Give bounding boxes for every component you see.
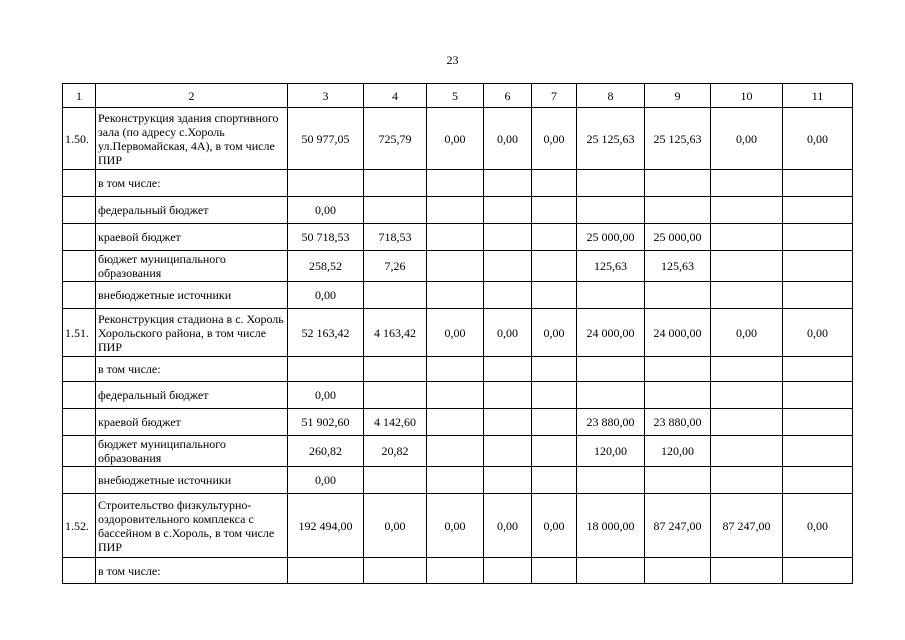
value-cell: 25 000,00	[577, 224, 645, 251]
value-cell	[783, 282, 853, 309]
value-cell	[577, 467, 645, 494]
value-cell	[532, 436, 577, 467]
value-cell: 0,00	[364, 494, 427, 558]
table-row	[63, 224, 853, 251]
value-cell: 0,00	[484, 494, 532, 558]
value-cell	[532, 170, 577, 197]
row-name: внебюджетные источники	[96, 282, 288, 309]
row-name: бюджет муниципального образования	[96, 436, 288, 467]
value-cell: 23 880,00	[645, 409, 711, 436]
value-cell: 25 125,63	[645, 108, 711, 170]
table-row	[63, 251, 853, 282]
row-name: бюджет муниципального образования	[96, 251, 288, 282]
value-cell: 120,00	[577, 436, 645, 467]
value-cell: 0,00	[711, 108, 783, 170]
value-cell	[783, 251, 853, 282]
row-index	[63, 558, 96, 584]
value-cell: 4 142,60	[364, 409, 427, 436]
budget-table	[62, 83, 853, 584]
value-cell	[484, 197, 532, 224]
value-cell	[711, 558, 783, 584]
value-cell	[484, 409, 532, 436]
value-cell: 87 247,00	[711, 494, 783, 558]
value-cell	[711, 282, 783, 309]
value-cell	[783, 467, 853, 494]
value-cell	[288, 558, 364, 584]
value-cell	[645, 467, 711, 494]
value-cell	[364, 382, 427, 409]
value-cell	[427, 382, 484, 409]
value-cell	[484, 357, 532, 382]
value-cell	[364, 558, 427, 584]
value-cell	[532, 357, 577, 382]
row-name: в том числе:	[96, 170, 288, 197]
value-cell	[484, 170, 532, 197]
header-cell: 4	[364, 84, 427, 108]
row-index: 1.50.	[63, 108, 96, 170]
value-cell: 0,00	[288, 467, 364, 494]
row-name: в том числе:	[96, 558, 288, 584]
value-cell: 0,00	[427, 494, 484, 558]
value-cell: 260,82	[288, 436, 364, 467]
value-cell: 0,00	[532, 309, 577, 357]
value-cell: 718,53	[364, 224, 427, 251]
value-cell	[427, 197, 484, 224]
value-cell	[532, 467, 577, 494]
table-body	[63, 84, 853, 584]
header-cell: 11	[783, 84, 853, 108]
value-cell: 25 125,63	[577, 108, 645, 170]
page-number: 23	[446, 53, 459, 67]
table-row	[63, 467, 853, 494]
value-cell: 0,00	[288, 382, 364, 409]
row-name: внебюджетные источники	[96, 467, 288, 494]
table-row	[63, 197, 853, 224]
value-cell	[783, 558, 853, 584]
value-cell: 192 494,00	[288, 494, 364, 558]
value-cell	[484, 558, 532, 584]
row-index	[63, 382, 96, 409]
value-cell	[711, 357, 783, 382]
value-cell: 52 163,42	[288, 309, 364, 357]
row-index	[63, 170, 96, 197]
value-cell	[711, 170, 783, 197]
table-row	[63, 357, 853, 382]
value-cell	[711, 467, 783, 494]
value-cell: 0,00	[783, 494, 853, 558]
value-cell: 0,00	[484, 309, 532, 357]
value-cell: 120,00	[645, 436, 711, 467]
value-cell: 258,52	[288, 251, 364, 282]
row-index	[63, 282, 96, 309]
value-cell: 0,00	[783, 309, 853, 357]
value-cell: 7,26	[364, 251, 427, 282]
value-cell	[532, 224, 577, 251]
value-cell: 0,00	[427, 108, 484, 170]
value-cell: 4 163,42	[364, 309, 427, 357]
value-cell	[783, 436, 853, 467]
value-cell	[577, 357, 645, 382]
value-cell	[532, 251, 577, 282]
row-name: Строительство физкультурно-оздоровительного комплекса с бассейном в с.Хороль, в том числе ПИР	[96, 494, 288, 558]
value-cell: 725,79	[364, 108, 427, 170]
value-cell	[484, 224, 532, 251]
value-cell	[645, 282, 711, 309]
row-name: краевой бюджет	[96, 224, 288, 251]
value-cell: 0,00	[532, 108, 577, 170]
value-cell	[783, 224, 853, 251]
value-cell	[532, 197, 577, 224]
value-cell	[427, 224, 484, 251]
value-cell: 0,00	[288, 282, 364, 309]
value-cell	[577, 170, 645, 197]
value-cell	[427, 558, 484, 584]
value-cell	[645, 357, 711, 382]
row-index	[63, 197, 96, 224]
value-cell	[532, 409, 577, 436]
value-cell: 23 880,00	[577, 409, 645, 436]
value-cell	[288, 170, 364, 197]
row-index	[63, 436, 96, 467]
value-cell	[711, 436, 783, 467]
header-cell: 9	[645, 84, 711, 108]
value-cell	[645, 382, 711, 409]
value-cell: 24 000,00	[577, 309, 645, 357]
value-cell	[427, 467, 484, 494]
value-cell	[484, 467, 532, 494]
value-cell: 87 247,00	[645, 494, 711, 558]
value-cell	[532, 382, 577, 409]
value-cell: 0,00	[427, 309, 484, 357]
value-cell	[783, 409, 853, 436]
value-cell	[484, 382, 532, 409]
value-cell	[484, 251, 532, 282]
value-cell	[645, 170, 711, 197]
table-row	[63, 282, 853, 309]
value-cell	[364, 467, 427, 494]
value-cell	[364, 357, 427, 382]
value-cell: 0,00	[484, 108, 532, 170]
header-cell: 2	[96, 84, 288, 108]
value-cell	[427, 436, 484, 467]
value-cell	[427, 357, 484, 382]
value-cell: 125,63	[645, 251, 711, 282]
table-row	[63, 558, 853, 584]
header-cell: 7	[532, 84, 577, 108]
value-cell	[427, 409, 484, 436]
table-row	[63, 170, 853, 197]
value-cell	[577, 558, 645, 584]
value-cell	[645, 197, 711, 224]
value-cell	[532, 558, 577, 584]
value-cell	[427, 282, 484, 309]
row-name: федеральный бюджет	[96, 382, 288, 409]
table-row	[63, 382, 853, 409]
table-row	[63, 436, 853, 467]
value-cell	[364, 170, 427, 197]
row-name: Реконструкция здания спортивного зала (по адресу с.Хороль ул.Первомайская, 4А), в том числе ПИР	[96, 108, 288, 170]
value-cell: 50 977,05	[288, 108, 364, 170]
value-cell: 24 000,00	[645, 309, 711, 357]
value-cell	[711, 197, 783, 224]
value-cell: 0,00	[711, 309, 783, 357]
header-cell: 3	[288, 84, 364, 108]
value-cell	[577, 282, 645, 309]
value-cell	[288, 357, 364, 382]
row-index	[63, 224, 96, 251]
header-cell: 6	[484, 84, 532, 108]
value-cell	[783, 170, 853, 197]
row-index: 1.51.	[63, 309, 96, 357]
table-row	[63, 494, 853, 558]
value-cell	[783, 357, 853, 382]
value-cell	[364, 282, 427, 309]
value-cell: 0,00	[783, 108, 853, 170]
row-index	[63, 251, 96, 282]
row-name: Реконструкция стадиона в с. Хороль Хорольского района, в том числе ПИР	[96, 309, 288, 357]
header-cell: 8	[577, 84, 645, 108]
value-cell	[711, 409, 783, 436]
value-cell: 125,63	[577, 251, 645, 282]
row-index	[63, 467, 96, 494]
value-cell	[484, 436, 532, 467]
value-cell	[577, 197, 645, 224]
value-cell	[711, 382, 783, 409]
header-cell: 10	[711, 84, 783, 108]
row-name: в том числе:	[96, 357, 288, 382]
table-row	[63, 309, 853, 357]
header-cell: 1	[63, 84, 96, 108]
value-cell: 51 902,60	[288, 409, 364, 436]
row-index	[63, 357, 96, 382]
table-row	[63, 409, 853, 436]
value-cell	[484, 282, 532, 309]
row-index	[63, 409, 96, 436]
value-cell	[783, 197, 853, 224]
table-row	[63, 108, 853, 170]
value-cell	[783, 382, 853, 409]
header-cell: 5	[427, 84, 484, 108]
value-cell	[532, 282, 577, 309]
value-cell	[711, 224, 783, 251]
value-cell	[427, 251, 484, 282]
value-cell: 0,00	[288, 197, 364, 224]
row-index: 1.52.	[63, 494, 96, 558]
value-cell	[427, 170, 484, 197]
value-cell: 20,82	[364, 436, 427, 467]
row-name: краевой бюджет	[96, 409, 288, 436]
value-cell	[645, 558, 711, 584]
value-cell	[364, 197, 427, 224]
value-cell	[577, 382, 645, 409]
value-cell: 25 000,00	[645, 224, 711, 251]
value-cell	[711, 251, 783, 282]
header-row	[63, 84, 853, 108]
value-cell: 0,00	[532, 494, 577, 558]
row-name: федеральный бюджет	[96, 197, 288, 224]
value-cell: 50 718,53	[288, 224, 364, 251]
value-cell: 18 000,00	[577, 494, 645, 558]
